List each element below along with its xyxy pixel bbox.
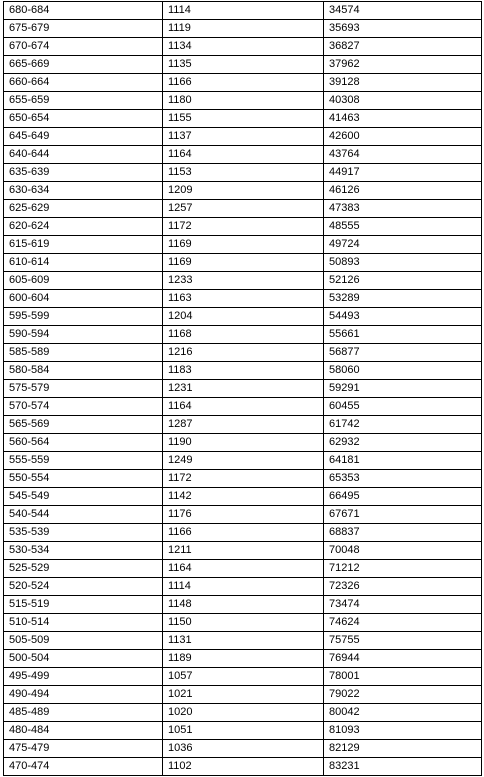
- cumulative-cell: 53289: [324, 290, 482, 308]
- score-range-cell: 550-554: [4, 470, 163, 488]
- count-cell: 1119: [163, 20, 324, 38]
- score-range-cell: 585-589: [4, 344, 163, 362]
- count-cell: 1134: [163, 38, 324, 56]
- count-cell: 1183: [163, 362, 324, 380]
- table-row: [4, 758, 482, 776]
- score-range-cell: 575-579: [4, 380, 163, 398]
- table-row: [4, 146, 482, 164]
- table-row: [4, 272, 482, 290]
- table-row: [4, 380, 482, 398]
- score-range-cell: 590-594: [4, 326, 163, 344]
- cumulative-cell: 80042: [324, 704, 482, 722]
- cumulative-cell: 65353: [324, 470, 482, 488]
- cumulative-cell: 54493: [324, 308, 482, 326]
- cumulative-cell: 37962: [324, 56, 482, 74]
- cumulative-cell: 79022: [324, 686, 482, 704]
- count-cell: 1168: [163, 326, 324, 344]
- score-range-cell: 505-509: [4, 632, 163, 650]
- cumulative-cell: 81093: [324, 722, 482, 740]
- cumulative-cell: 82129: [324, 740, 482, 758]
- score-range-cell: 525-529: [4, 560, 163, 578]
- count-cell: 1102: [163, 758, 324, 776]
- cumulative-cell: 78001: [324, 668, 482, 686]
- score-range-cell: 500-504: [4, 650, 163, 668]
- count-cell: 1257: [163, 200, 324, 218]
- cumulative-cell: 75755: [324, 632, 482, 650]
- score-range-cell: 470-474: [4, 758, 163, 776]
- score-range-cell: 625-629: [4, 200, 163, 218]
- table-row: [4, 434, 482, 452]
- score-range-cell: 645-649: [4, 128, 163, 146]
- count-cell: 1216: [163, 344, 324, 362]
- count-cell: 1142: [163, 488, 324, 506]
- score-range-cell: 545-549: [4, 488, 163, 506]
- table-row: [4, 470, 482, 488]
- score-distribution-table: [3, 1, 482, 776]
- count-cell: 1209: [163, 182, 324, 200]
- score-range-cell: 555-559: [4, 452, 163, 470]
- cumulative-cell: 39128: [324, 74, 482, 92]
- table-row: [4, 452, 482, 470]
- score-range-cell: 530-534: [4, 542, 163, 560]
- cumulative-cell: 64181: [324, 452, 482, 470]
- count-cell: 1148: [163, 596, 324, 614]
- cumulative-cell: 34574: [324, 2, 482, 20]
- count-cell: 1137: [163, 128, 324, 146]
- score-range-cell: 605-609: [4, 272, 163, 290]
- count-cell: 1172: [163, 218, 324, 236]
- cumulative-cell: 41463: [324, 110, 482, 128]
- table-row: [4, 560, 482, 578]
- count-cell: 1204: [163, 308, 324, 326]
- count-cell: 1190: [163, 434, 324, 452]
- cumulative-cell: 40308: [324, 92, 482, 110]
- cumulative-cell: 60455: [324, 398, 482, 416]
- cumulative-cell: 61742: [324, 416, 482, 434]
- table-row: [4, 632, 482, 650]
- score-range-cell: 640-644: [4, 146, 163, 164]
- count-cell: 1180: [163, 92, 324, 110]
- table-row: [4, 416, 482, 434]
- count-cell: 1164: [163, 560, 324, 578]
- count-cell: 1135: [163, 56, 324, 74]
- table-row: [4, 650, 482, 668]
- score-range-cell: 480-484: [4, 722, 163, 740]
- count-cell: 1211: [163, 542, 324, 560]
- score-range-cell: 580-584: [4, 362, 163, 380]
- cumulative-cell: 56877: [324, 344, 482, 362]
- score-range-cell: 615-619: [4, 236, 163, 254]
- table-row: [4, 578, 482, 596]
- count-cell: 1169: [163, 236, 324, 254]
- cumulative-cell: 71212: [324, 560, 482, 578]
- count-cell: 1021: [163, 686, 324, 704]
- count-cell: 1176: [163, 506, 324, 524]
- table-row: [4, 254, 482, 272]
- table-row: [4, 20, 482, 38]
- count-cell: 1231: [163, 380, 324, 398]
- count-cell: 1036: [163, 740, 324, 758]
- table-row: [4, 668, 482, 686]
- count-cell: 1249: [163, 452, 324, 470]
- table-row: [4, 110, 482, 128]
- score-range-cell: 635-639: [4, 164, 163, 182]
- score-range-cell: 610-614: [4, 254, 163, 272]
- cumulative-cell: 48555: [324, 218, 482, 236]
- cumulative-cell: 68837: [324, 524, 482, 542]
- table-row: [4, 344, 482, 362]
- count-cell: 1163: [163, 290, 324, 308]
- cumulative-cell: 76944: [324, 650, 482, 668]
- score-range-cell: 630-634: [4, 182, 163, 200]
- table-row: [4, 704, 482, 722]
- cumulative-cell: 44917: [324, 164, 482, 182]
- table-row: [4, 200, 482, 218]
- table-row: [4, 236, 482, 254]
- score-range-cell: 540-544: [4, 506, 163, 524]
- count-cell: 1051: [163, 722, 324, 740]
- count-cell: 1020: [163, 704, 324, 722]
- cumulative-cell: 59291: [324, 380, 482, 398]
- cumulative-cell: 35693: [324, 20, 482, 38]
- score-range-cell: 515-519: [4, 596, 163, 614]
- table-row: [4, 182, 482, 200]
- table-row: [4, 326, 482, 344]
- score-range-cell: 495-499: [4, 668, 163, 686]
- table-row: [4, 164, 482, 182]
- score-range-cell: 475-479: [4, 740, 163, 758]
- cumulative-cell: 49724: [324, 236, 482, 254]
- table-row: [4, 362, 482, 380]
- cumulative-cell: 36827: [324, 38, 482, 56]
- count-cell: 1287: [163, 416, 324, 434]
- count-cell: 1172: [163, 470, 324, 488]
- table-row: [4, 92, 482, 110]
- count-cell: 1166: [163, 524, 324, 542]
- count-cell: 1114: [163, 2, 324, 20]
- score-range-cell: 670-674: [4, 38, 163, 56]
- cumulative-cell: 66495: [324, 488, 482, 506]
- table-row: [4, 488, 482, 506]
- count-cell: 1169: [163, 254, 324, 272]
- cumulative-cell: 50893: [324, 254, 482, 272]
- score-range-cell: 675-679: [4, 20, 163, 38]
- cumulative-cell: 74624: [324, 614, 482, 632]
- score-range-cell: 510-514: [4, 614, 163, 632]
- cumulative-cell: 70048: [324, 542, 482, 560]
- count-cell: 1131: [163, 632, 324, 650]
- count-cell: 1233: [163, 272, 324, 290]
- cumulative-cell: 55661: [324, 326, 482, 344]
- table-row: [4, 740, 482, 758]
- score-range-cell: 680-684: [4, 2, 163, 20]
- score-range-cell: 485-489: [4, 704, 163, 722]
- cumulative-cell: 83231: [324, 758, 482, 776]
- score-range-cell: 560-564: [4, 434, 163, 452]
- table-row: [4, 128, 482, 146]
- table-body: [4, 2, 482, 776]
- table-row: [4, 2, 482, 20]
- score-range-cell: 520-524: [4, 578, 163, 596]
- table-row: [4, 596, 482, 614]
- cumulative-cell: 73474: [324, 596, 482, 614]
- count-cell: 1155: [163, 110, 324, 128]
- cumulative-cell: 52126: [324, 272, 482, 290]
- table-row: [4, 56, 482, 74]
- score-range-cell: 570-574: [4, 398, 163, 416]
- count-cell: 1166: [163, 74, 324, 92]
- score-range-cell: 600-604: [4, 290, 163, 308]
- score-range-cell: 650-654: [4, 110, 163, 128]
- table-row: [4, 506, 482, 524]
- score-range-cell: 565-569: [4, 416, 163, 434]
- count-cell: 1164: [163, 398, 324, 416]
- score-range-cell: 660-664: [4, 74, 163, 92]
- count-cell: 1057: [163, 668, 324, 686]
- table-row: [4, 614, 482, 632]
- count-cell: 1153: [163, 164, 324, 182]
- cumulative-cell: 47383: [324, 200, 482, 218]
- table-row: [4, 308, 482, 326]
- table-row: [4, 686, 482, 704]
- score-range-cell: 665-669: [4, 56, 163, 74]
- count-cell: 1114: [163, 578, 324, 596]
- cumulative-cell: 62932: [324, 434, 482, 452]
- table-row: [4, 74, 482, 92]
- score-range-cell: 490-494: [4, 686, 163, 704]
- score-range-cell: 535-539: [4, 524, 163, 542]
- table-row: [4, 542, 482, 560]
- table-row: [4, 398, 482, 416]
- table-row: [4, 524, 482, 542]
- table-row: [4, 38, 482, 56]
- table-row: [4, 290, 482, 308]
- count-cell: 1189: [163, 650, 324, 668]
- cumulative-cell: 67671: [324, 506, 482, 524]
- score-range-cell: 655-659: [4, 92, 163, 110]
- count-cell: 1150: [163, 614, 324, 632]
- table-row: [4, 218, 482, 236]
- table-row: [4, 722, 482, 740]
- cumulative-cell: 72326: [324, 578, 482, 596]
- cumulative-cell: 46126: [324, 182, 482, 200]
- score-range-cell: 595-599: [4, 308, 163, 326]
- cumulative-cell: 43764: [324, 146, 482, 164]
- count-cell: 1164: [163, 146, 324, 164]
- score-range-cell: 620-624: [4, 218, 163, 236]
- cumulative-cell: 42600: [324, 128, 482, 146]
- cumulative-cell: 58060: [324, 362, 482, 380]
